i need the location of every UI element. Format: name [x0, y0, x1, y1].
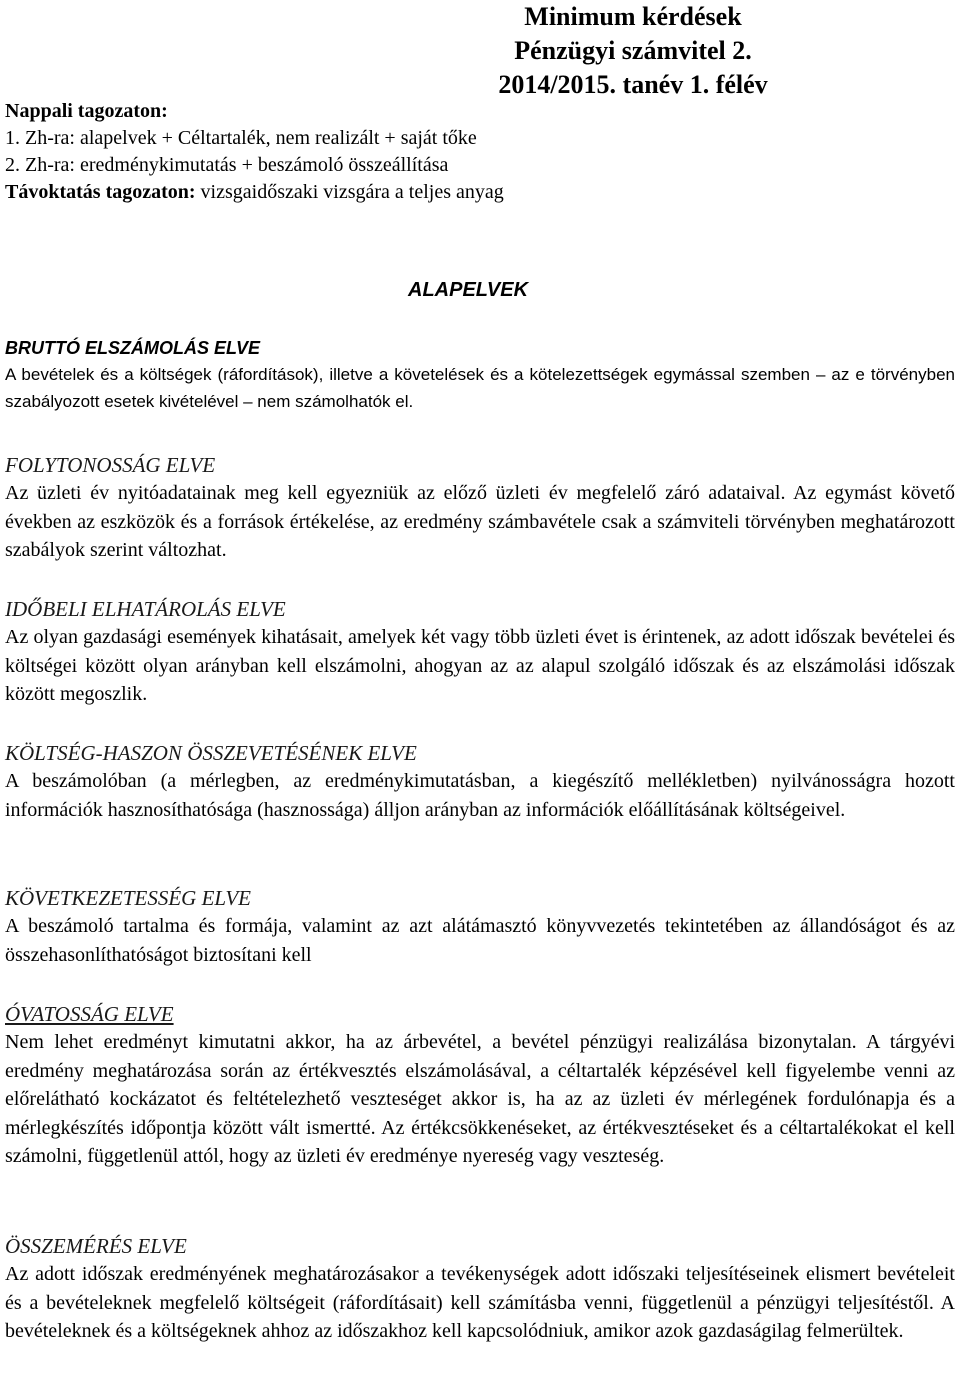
- info-block: [5, 98, 955, 206]
- title-line-2: Pénzügyi számvitel 2.: [514, 36, 752, 65]
- section-text: A beszámoló tartalma és formája, valamint az azt alátámasztó könyvvezetés tekintetében az állandóságot és az összehasonlíthatóságot biztosítani kell: [5, 915, 955, 966]
- title-line-1: Minimum kérdések: [524, 2, 742, 31]
- section-kovetkezetesseg: [5, 884, 955, 969]
- section-ovatossag: [5, 1000, 955, 1171]
- section-osszemeres: [5, 1232, 955, 1346]
- section-text: Az olyan gazdasági események kihatásait, amelyek két vagy több üzleti évet is érintenek, az adott időszak bevételei és költségei között olyan arányban kell elszámolni, ahogyan az az alapul szolgáló időszak és az elszámolási időszak között megoszlik.: [5, 626, 955, 705]
- section-heading: KÖVETKEZETESSÉG ELVE: [5, 886, 251, 910]
- section-heading: ÓVATOSSÁG ELVE: [5, 1002, 174, 1026]
- info-item-2: 2. Zh-ra: eredménykimutatás + beszámoló összeállítása: [5, 154, 449, 176]
- section-text: Az üzleti év nyitóadatainak meg kell egyezniük az előző üzleti év megfelelő záró adataival. Az egymást követő években az eszközök és a források értékelése, az eredmény számbavétele csak a számviteli törvényben meghatározott szabályok szerint változhat.: [5, 482, 955, 561]
- section-heading: IDŐBELI ELHATÁROLÁS ELVE: [5, 597, 286, 621]
- document-page: [5, 0, 955, 1342]
- title-line-3: 2014/2015. tanév 1. félév: [498, 70, 768, 99]
- section-text: A bevételek és a költségek (ráfordítások), illetve a követelések és a kötelezettségek egymással szemben – az e törvényben szabályozott esetek kivételével – nem számolhatók el.: [5, 365, 955, 411]
- section-folytonossag: [5, 451, 955, 565]
- section-heading: KÖLTSÉG-HASZON ÖSSZEVETÉSÉNEK ELVE: [5, 741, 417, 765]
- section-heading: FOLYTONOSSÁG ELVE: [5, 453, 216, 477]
- section-heading: ÖSSZEMÉRÉS ELVE: [5, 1234, 187, 1258]
- main-heading: ALAPELVEK: [408, 279, 529, 301]
- section-brutto: [5, 335, 955, 415]
- tavoktatas-text: vizsgaidőszaki vizsgára a teljes anyag: [195, 181, 504, 203]
- section-text: Az adott időszak eredményének meghatározásakor a tevékenységek adott időszaki teljesítéseinek elismert bevételeit és a bevételeknek megfelelő költségeit (ráfordításait) kell számításba venni, függetlenül a pénzügyi teljesítéstől. A bevételeknek és a költségeknek ahhoz az időszakhoz kell kapcsolódniuk, amikor azok gazdaságilag felmerültek.: [5, 1263, 955, 1342]
- section-text: A beszámolóban (a mérlegben, az eredménykimutatásban, a kiegészítő mellékletben) nyilvánosságra hozott információk hasznosíthatósága (hasznossága) álljon arányban az információk előállításának költségeivel.: [5, 770, 955, 821]
- info-item-1: 1. Zh-ra: alapelvek + Céltartalék, nem realizált + saját tőke: [5, 127, 477, 149]
- section-text: Nem lehet eredményt kimutatni akkor, ha az árbevétel, a bevétel pénzügyi realizálása bizonytalan. A tárgyévi eredmény meghatározása során az értékvesztés elszámolásával, a céltartalék képzésével kell figyelembe venni az előrelátható kockázatot és feltételezhető veszteséget akkor is, ha az az üzleti év mérlegének fordulónapja és a mérlegkészítés időpontja között vált ismertté. Az értékcsökkenéseket, az értékvesztéseket és a céltartalékokat el kell számolni, függetlenül attól, hogy az üzleti év eredménye nyereség vagy veszteség.: [5, 1031, 955, 1167]
- section-heading: BRUTTÓ ELSZÁMOLÁS ELVE: [5, 338, 261, 358]
- tavoktatas-line: [5, 179, 955, 206]
- section-idobeli: [5, 595, 955, 709]
- title-block: [5, 0, 955, 102]
- tavoktatas-label: Távoktatás tagozaton:: [5, 181, 196, 203]
- section-koltseg-haszon: [5, 739, 955, 824]
- nappali-label: Nappali tagozaton:: [5, 100, 168, 122]
